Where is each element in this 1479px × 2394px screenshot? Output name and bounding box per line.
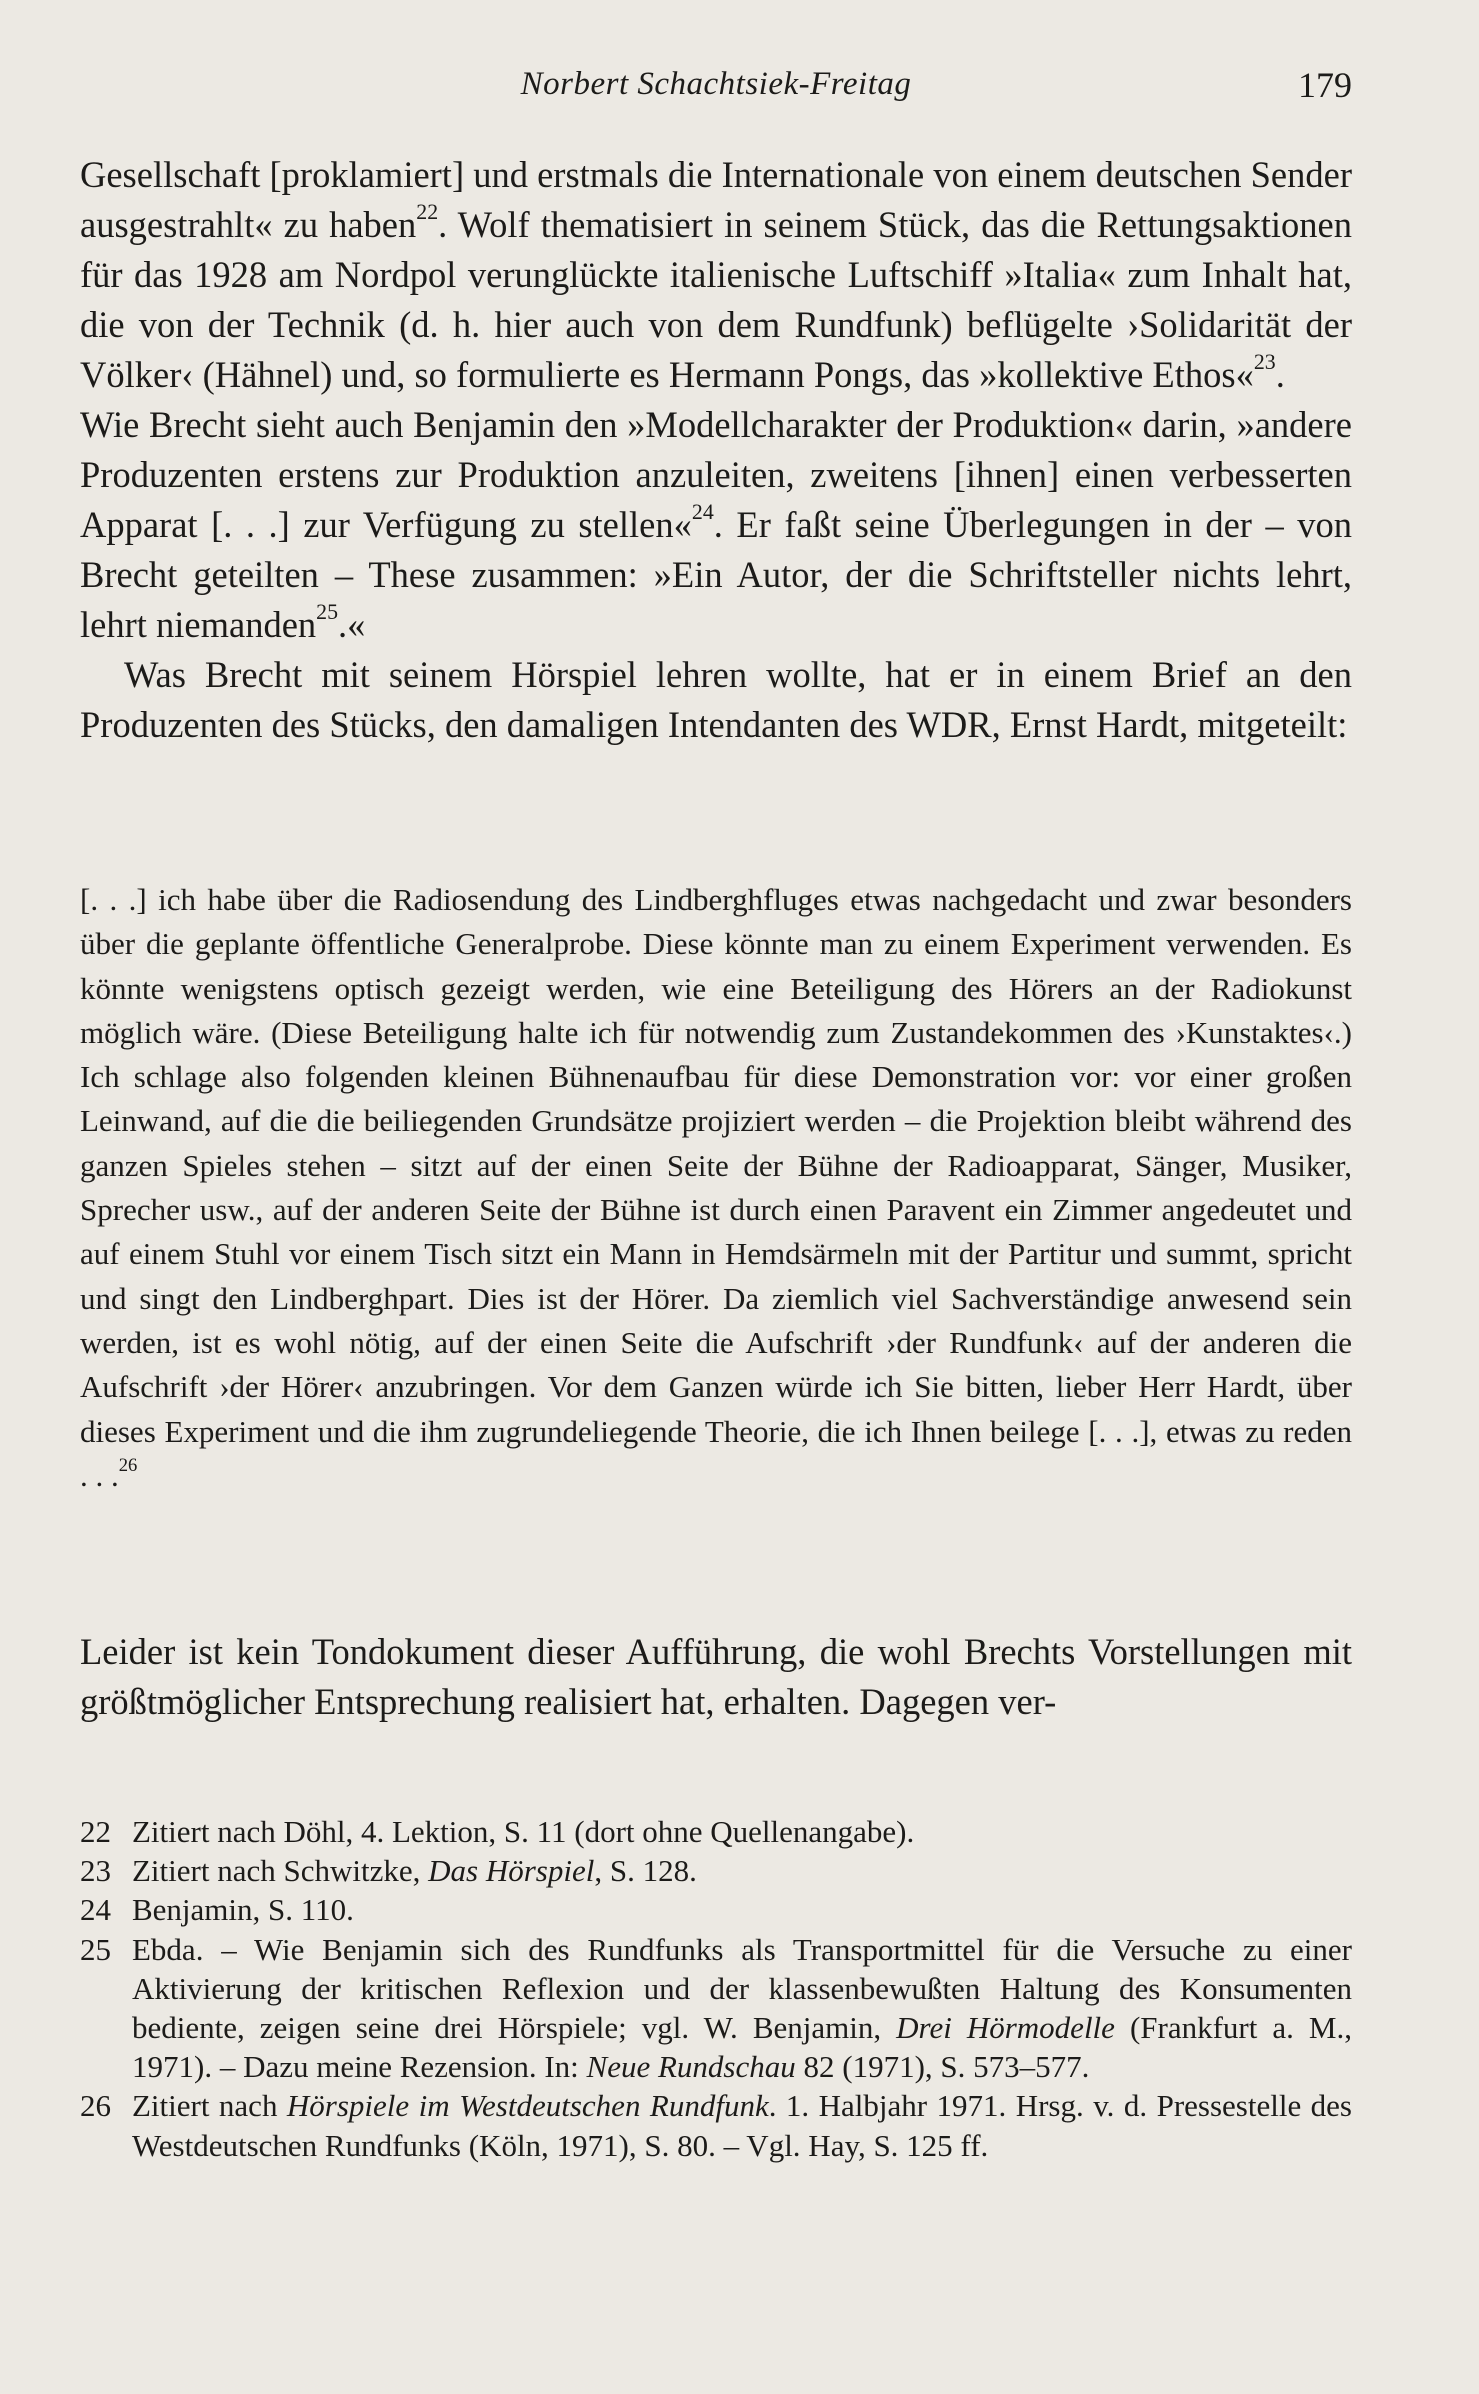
paragraph-1-text-b: . Wolf thematisiert in seinem Stück, das die Rettungsaktionen für das 1928 am Nordpol verunglückte italienische Luftschiff »Italia« zum Inhalt hat, die von der Technik (d. h. hier auch von dem Rundfunk) beflügelte ›Solidarität der Völker‹ (Hähnel) und, so formulierte es Hermann Pongs, das »kollektive Ethos« [80,204,1352,395]
footnote-item [80,1812,1352,1851]
footnote-text [132,1851,1352,1890]
continuation-text [80,1627,1352,1727]
paragraph-2-text-a: Wie Brecht sieht auch Benjamin den »Modellcharakter der Produktion« darin, »andere Produzenten erstens zur Produktion anzuleiten, zweitens [ihnen] einen verbesserten Apparat [. . .] zur Verfügung zu stellen« [80,404,1352,545]
paragraph-1 [80,150,1352,400]
quote-text: [. . .] ich habe über die Radiosendung des Lindberghfluges etwas nachgedacht und zwar besonders über die geplante öffentliche Generalprobe. Diese könnte man zu einem Experiment verwenden. Es könnte wenigstens optisch gezeigt werden, wie eine Beteiligung des Hörers an der Radiokunst möglich wäre. (Diese Beteiligung halte ich für notwendig zum Zustandekommen des ›Kunstaktes‹.) Ich schlage also folgenden kleinen Bühnenaufbau für diese Demonstration vor: vor einer großen Leinwand, auf die die beiliegenden Grundsätze projiziert werden – die Projektion bleibt während des ganzen Spieles stehen – sitzt auf der einen Seite der Bühne der Radioapparat, Sänger, Musiker, Sprecher usw., auf der anderen Seite der Bühne ist durch einen Paravent ein Zimmer angedeutet und auf einem Stuhl vor einem Tisch sitzt ein Mann in Hemdsärmeln mit der Partitur und summt, spricht und singt den Lindberghpart. Dies ist der Hörer. Da ziemlich viel Sachverständige anwesend sein werden, ist es wohl nötig, auf der einen Seite die Aufschrift ›der Rundfunk‹ auf der anderen die Aufschrift ›der Hörer‹ anzubringen. Vor dem Ganzen würde ich Sie bitten, lieber Herr Hardt, über dieses Experiment und die ihm zugrundeliegende Theorie, die ich Ihnen beilege [. . .], etwas zu reden . . . [80,882,1352,1493]
footnote-title-italic: Neue Rundschau [586,2049,796,2085]
footnote-text [132,1930,1352,2087]
footnote-title-italic: Drei Hörmodelle [896,2010,1115,2046]
page-number: 179 [1298,65,1352,105]
footnote-title-italic: Das Hörspiel [428,1853,595,1889]
footnote-number: 23 [80,1853,111,1889]
footnote-number: 24 [80,1892,111,1928]
footnote-text-part: (Frankfurt a. M., 1971). – Dazu meine Rezension. In: [132,2010,1352,2085]
footnote-text [132,1812,1352,1851]
footnote-text-part: Zitiert nach Döhl, 4. Lektion, S. 11 (dort ohne Quellenangabe). [132,1814,915,1849]
footnote-text [132,1890,1352,1929]
footnote-text-part: . 1. Halbjahr 1971. Hrsg. v. d. Pressestelle des Westdeutschen Rundfunks (Köln, 1971), S. 80. – Vgl. Hay, S. 125 ff. [132,2088,1352,2163]
quote-paragraph [80,878,1352,1498]
paragraph-4: Leider ist kein Tondokument dieser Aufführung, die wohl Brechts Vorstellungen mit größtmöglicher Entsprechung realisiert hat, erhalten. Dagegen ver- [80,1631,1352,1722]
footnote-item [80,1890,1352,1929]
footnote-number: 22 [80,1814,111,1849]
running-head: Norbert Schachtsiek-Freitag [520,66,912,102]
footnote-text-part: , S. 128. [594,1853,697,1889]
footnotes [80,1812,1352,2165]
paragraph-2 [80,400,1352,650]
footnote-ref-25: 25 [316,599,339,625]
page-header [80,60,1352,116]
main-text [80,150,1352,750]
footnote-item [80,2086,1352,2164]
footnote-ref-23: 23 [1253,349,1276,375]
footnote-title-italic: Hörspiele im Westdeutschen Rundfunk [286,2088,769,2124]
footnote-item [80,1851,1352,1890]
footnote-text-part: 82 (1971), S. 573–577. [795,2049,1090,2085]
paragraph-2-text-c: .« [338,604,366,645]
footnote-item [80,1930,1352,2087]
footnote-text-part: Zitiert nach [132,2088,287,2124]
paragraph-1-text-a: Gesellschaft [proklamiert] und erstmals die Internationale von einem deutschen Sender ausgestrahlt« zu haben [80,154,1352,245]
footnote-text-part: Zitiert nach Schwitzke, [132,1853,429,1889]
footnote-number: 26 [80,2088,111,2124]
footnote-text-part: Ebda. – Wie Benjamin sich des Rundfunks als Transportmittel für die Versuche zu einer Aktivierung der kritischen Reflexion und der klassenbewußten Haltung des Konsumenten bediente, zeigen seine drei Hörspiele; vgl. W. Benjamin, [132,1931,1352,2046]
block-quote [80,878,1352,1498]
footnote-ref-26: 26 [118,1454,138,1476]
footnote-text [132,2086,1352,2164]
footnote-number: 25 [80,1931,111,1967]
footnote-ref-22: 22 [416,199,439,225]
paragraph-3: Was Brecht mit seinem Hörspiel lehren wollte, hat er in einem Brief an den Produzenten des Stücks, den damaligen Intendanten des WDR, Ernst Hardt, mitgeteilt: [80,654,1352,745]
footnote-ref-24: 24 [691,499,714,525]
paragraph-2-text-b: . Er faßt seine Überlegungen in der – von Brecht geteilten – These zusammen: »Ein Autor, der die Schriftsteller nichts lehrt, lehrt niemanden [80,504,1352,645]
footnote-text-part: Benjamin, S. 110. [132,1892,354,1928]
paragraph-1-text-c: . [1275,354,1285,395]
